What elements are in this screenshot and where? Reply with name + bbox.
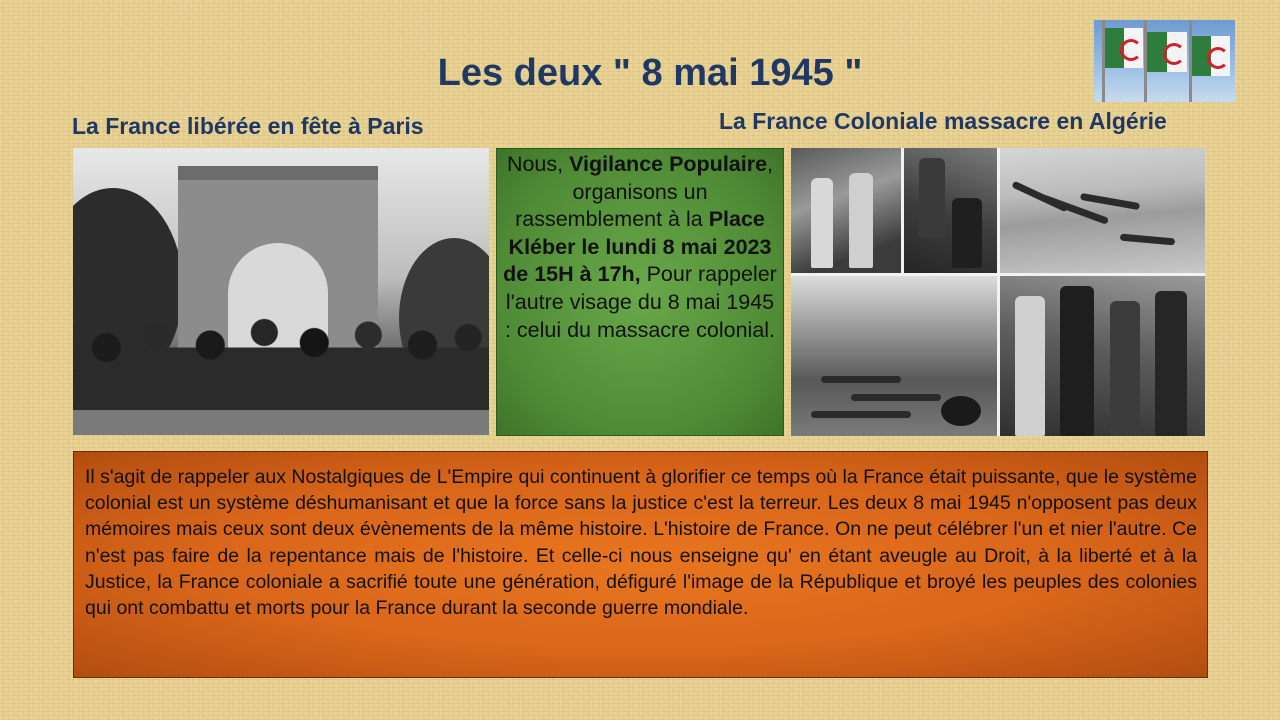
announcement-text-2: , organisons un rassemblement à la: [515, 152, 774, 232]
algeria-massacre-collage: [791, 148, 1205, 436]
collage-photo-4: [791, 276, 997, 436]
body-text-box: Il s'agit de rappeler aux Nostalgiques de L'Empire qui continuent à glorifier ce temps où la France était puissante, que le système colonial est un système déshumanisant et que la force sans la justice c'est la terreur. Les deux 8 mai 1945 n'opposent pas deux mémoires mais ceux sont deux évènements de la même histoire. L'histoire de France. On ne peut célébrer l'un et nier l'autre. Ce n'est pas faire de la repentance mais de l'histoire. Et celle-ci nous enseigne qu' en étant aveugle au Droit, à la liberté et à la Justice, la France coloniale a sacrifié toute une génération, défiguré l'image de la République et broyé les peuples des colonies qui ont combattu et morts pour la France durant la seconde guerre mondiale.: [73, 451, 1208, 678]
announcement-text-1: Nous,: [506, 152, 570, 176]
subtitle-algeria: La France Coloniale massacre en Algérie: [719, 108, 1167, 134]
paris-celebration-photo: [73, 148, 489, 435]
slide-title: Les deux " 8 mai 1945 ": [437, 52, 863, 94]
organisation-name: Vigilance Populaire: [569, 152, 768, 176]
algerian-flags-image: [1094, 20, 1235, 102]
subtitle-paris: La France libérée en fête à Paris: [72, 113, 424, 139]
collage-photo-5: [1000, 276, 1205, 436]
collage-photo-2: [904, 148, 997, 273]
collage-photo-1: [791, 148, 901, 273]
announcement-text-3: Pour rappeler l'autre visage du 8 mai 1945 : celui du massacre colonial.: [504, 262, 777, 342]
announcement-box: [496, 148, 784, 436]
event-place-date: Place Kléber le lundi 8 mai 2023 de 15H à 17h,: [503, 207, 772, 287]
collage-photo-3: [1000, 148, 1205, 273]
